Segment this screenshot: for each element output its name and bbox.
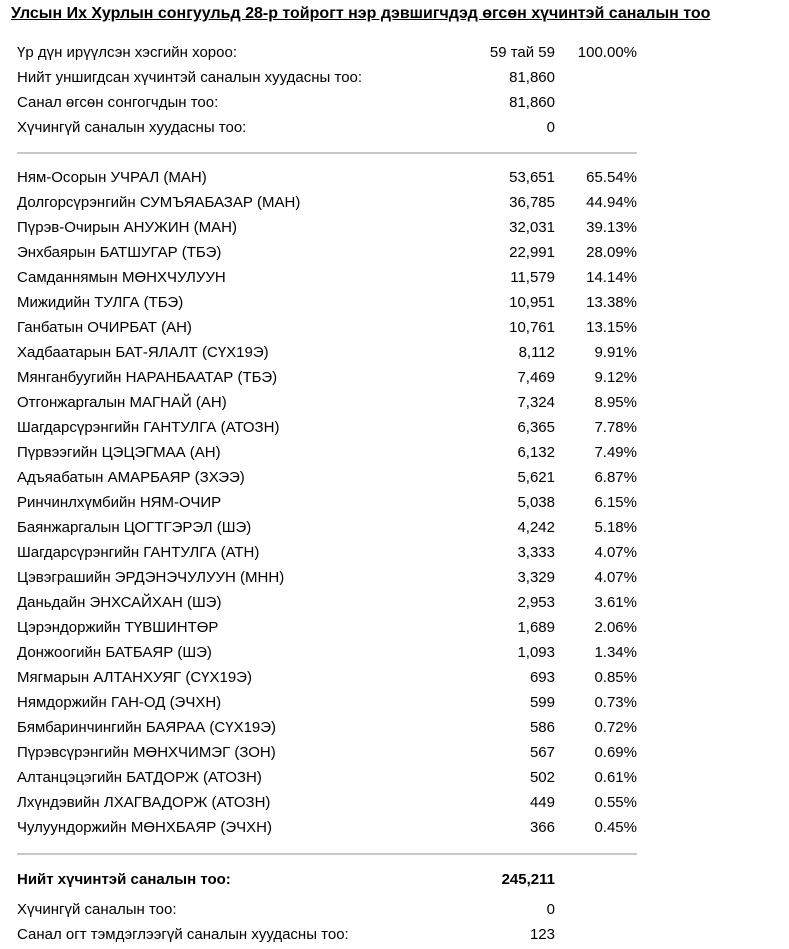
- candidate-row-percent: 0.61%: [594, 769, 637, 786]
- candidate-row-label: Бямбаринчингийн БАЯРАА (СҮХ19Э): [17, 719, 277, 736]
- candidate-row-label: Шагдарсүрэнгийн ГАНТУЛГА (АТОЗН): [17, 419, 280, 436]
- candidate-row-label: Хадбаатарын БАТ-ЯЛАЛТ (СҮХ19Э): [17, 344, 269, 361]
- candidate-row: [17, 365, 647, 390]
- candidate-row-label: Ганбатын ОЧИРБАТ (АН): [17, 319, 192, 336]
- candidate-row: [17, 515, 647, 540]
- candidate-row: [17, 665, 647, 690]
- candidate-row-value: 6,132: [517, 444, 555, 461]
- candidate-row: [17, 565, 647, 590]
- candidate-row-value: 4,242: [517, 519, 555, 536]
- candidate-row-value: 10,951: [509, 294, 555, 311]
- candidate-row: [17, 690, 647, 715]
- summary-row-percent: 100.00%: [577, 44, 637, 61]
- candidate-row-label: Мягмарын АЛТАНХУЯГ (СҮХ19Э): [17, 669, 252, 686]
- candidate-row-label: Цэвэграшийн ЭРДЭНЭЧУЛУУН (МНН): [17, 569, 285, 586]
- candidate-row-percent: 13.38%: [586, 294, 637, 311]
- candidate-row-percent: 7.78%: [594, 419, 637, 436]
- page-title: Улсын Их Хурлын сонгуульд 28-р тойрогт нэр дэвшигчдэд өгсөн хүчинтэй саналын тоо: [11, 5, 711, 22]
- candidate-row: [17, 190, 647, 215]
- candidate-row-label: Баянжаргалын ЦОГТГЭРЭЛ (ШЭ): [17, 519, 252, 536]
- candidate-row-label: Ринчинлхүмбийн НЯМ-ОЧИР: [17, 494, 222, 511]
- summary-row: [17, 115, 647, 140]
- total-row-label: Хүчингүй саналын тоо:: [17, 901, 177, 918]
- candidate-row: [17, 290, 647, 315]
- candidate-row: [17, 765, 647, 790]
- total-row: [17, 922, 647, 947]
- candidate-row-value: 567: [529, 744, 555, 761]
- candidate-row-label: Алтанцэцэгийн БАТДОРЖ (АТОЗН): [17, 769, 262, 786]
- candidate-row-percent: 8.95%: [594, 394, 637, 411]
- candidate-row-value: 53,651: [509, 169, 555, 186]
- candidate-row: [17, 465, 647, 490]
- candidate-row-percent: 28.09%: [586, 244, 637, 261]
- summary-row-value: 81,860: [509, 69, 555, 86]
- summary-row: [17, 40, 647, 65]
- candidate-row: [17, 790, 647, 815]
- candidate-row: [17, 715, 647, 740]
- candidate-row-value: 10,761: [509, 319, 555, 336]
- candidate-row-percent: 4.07%: [594, 569, 637, 586]
- candidate-row-label: Пүрэв-Очирын АНУЖИН (МАН): [17, 219, 237, 236]
- candidate-row-value: 8,112: [518, 344, 555, 361]
- candidate-row-percent: 0.55%: [594, 794, 637, 811]
- summary-row: [17, 65, 647, 90]
- total-row: [17, 867, 647, 892]
- candidate-row: [17, 340, 647, 365]
- candidate-row: [17, 315, 647, 340]
- candidate-row: [17, 490, 647, 515]
- candidate-row-label: Отгонжаргалын МАГНАЙ (АН): [17, 394, 227, 411]
- candidate-row-percent: 9.91%: [594, 344, 637, 361]
- candidate-row-percent: 0.69%: [594, 744, 637, 761]
- candidate-row-value: 599: [529, 694, 555, 711]
- candidate-row-value: 693: [529, 669, 555, 686]
- candidate-row-label: Ням-Осорын УЧРАЛ (МАН): [17, 169, 207, 186]
- candidate-row-label: Цэрэндоржийн ТҮВШИНТӨР: [17, 619, 219, 636]
- summary-row-value: 81,860: [509, 94, 555, 111]
- candidate-row-percent: 1.34%: [594, 644, 637, 661]
- candidate-row-percent: 5.18%: [594, 519, 637, 536]
- divider: [17, 853, 637, 855]
- total-row: [17, 897, 647, 922]
- candidate-row: [17, 240, 647, 265]
- candidate-row-percent: 13.15%: [586, 319, 637, 336]
- candidate-row-value: 502: [529, 769, 555, 786]
- candidate-row-value: 36,785: [509, 194, 555, 211]
- summary-row: [17, 90, 647, 115]
- candidate-row-value: 586: [529, 719, 555, 736]
- candidate-row-label: Даньдайн ЭНХСАЙХАН (ШЭ): [17, 594, 222, 611]
- candidate-row-value: 11,579: [510, 269, 555, 286]
- candidate-row-label: Чулуундоржийн МӨНХБАЯР (ЭЧХН): [17, 819, 273, 836]
- candidate-row-label: Шагдарсүрэнгийн ГАНТУЛГА (АТН): [17, 544, 260, 561]
- candidate-row-percent: 14.14%: [586, 269, 637, 286]
- summary-row-label: Санал өгсөн сонгогчдын тоо:: [17, 94, 219, 111]
- total-row-label: Санал огт тэмдэглээгүй саналын хуудасны тоо:: [17, 926, 349, 943]
- candidate-row: [17, 440, 647, 465]
- candidate-row-value: 32,031: [509, 219, 555, 236]
- summary-row-label: Хүчингүй саналын хуудасны тоо:: [17, 119, 247, 136]
- candidate-row-percent: 39.13%: [586, 219, 637, 236]
- candidate-row: [17, 390, 647, 415]
- candidate-row-percent: 7.49%: [594, 444, 637, 461]
- candidate-row-label: Донжоогийн БАТБАЯР (ШЭ): [17, 644, 212, 661]
- summary-row-label: Үр дүн ирүүлсэн хэсгийн хороо:: [17, 44, 238, 61]
- candidate-row-label: Долгорсүрэнгийн СУМЪЯАБАЗАР (МАН): [17, 194, 301, 211]
- candidate-row: [17, 615, 647, 640]
- candidate-row-percent: 44.94%: [586, 194, 637, 211]
- candidate-row-value: 1,689: [517, 619, 555, 636]
- candidate-row-percent: 0.45%: [594, 819, 637, 836]
- candidate-row-label: Энхбаярын БАТШУГАР (ТБЭ): [17, 244, 222, 261]
- candidate-row-label: Пүрэвсүрэнгийн МӨНХЧИМЭГ (ЗОН): [17, 744, 276, 761]
- candidate-row: [17, 215, 647, 240]
- candidate-row-label: Нямдоржийн ГАН-ОД (ЭЧХН): [17, 694, 222, 711]
- candidate-row-value: 2,953: [517, 594, 555, 611]
- total-row-value: 0: [546, 901, 555, 918]
- candidate-row-percent: 65.54%: [586, 169, 637, 186]
- candidate-row-value: 449: [529, 794, 555, 811]
- candidate-row-percent: 4.07%: [594, 544, 637, 561]
- summary-row-value: 59 тай 59: [489, 44, 555, 61]
- candidate-row-label: Мянганбуугийн НАРАНБААТАР (ТБЭ): [17, 369, 278, 386]
- candidate-row-value: 6,365: [517, 419, 555, 436]
- candidate-row-label: Адъяабатын АМАРБАЯР (ЗХЭЭ): [17, 469, 245, 486]
- total-row-value: 123: [529, 926, 555, 943]
- candidate-row-label: Мижидийн ТУЛГА (ТБЭ): [17, 294, 184, 311]
- candidate-row-label: Пүрвээгийн ЦЭЦЭГМАА (АН): [17, 444, 221, 461]
- candidate-row-value: 7,324: [517, 394, 555, 411]
- candidate-row-value: 5,621: [517, 469, 555, 486]
- candidate-row-label: Самданнямын МӨНХЧУЛУУН: [17, 269, 226, 286]
- divider: [17, 152, 637, 154]
- candidate-row-percent: 2.06%: [594, 619, 637, 636]
- candidate-row-value: 3,333: [517, 544, 555, 561]
- candidate-row-value: 22,991: [509, 244, 555, 261]
- candidate-row: [17, 815, 647, 840]
- candidate-row: [17, 640, 647, 665]
- candidate-row-percent: 9.12%: [594, 369, 637, 386]
- candidate-row: [17, 540, 647, 565]
- candidate-row-percent: 0.72%: [594, 719, 637, 736]
- candidate-row-percent: 6.15%: [594, 494, 637, 511]
- candidate-row-percent: 0.85%: [594, 669, 637, 686]
- candidate-row-value: 5,038: [517, 494, 555, 511]
- candidate-row-value: 1,093: [517, 644, 555, 661]
- candidate-row-label: Лхүндэвийн ЛХАГВАДОРЖ (АТОЗН): [17, 794, 271, 811]
- candidate-row: [17, 265, 647, 290]
- total-row-label: Нийт хүчинтэй саналын тоо:: [17, 871, 231, 888]
- total-row-value: 245,211: [501, 871, 555, 888]
- candidate-row-value: 3,329: [517, 569, 555, 586]
- candidate-row-percent: 6.87%: [594, 469, 637, 486]
- candidate-row-value: 366: [529, 819, 555, 836]
- candidate-row-percent: 0.73%: [594, 694, 637, 711]
- summary-row-label: Нийт уншигдсан хүчинтэй саналын хуудасны тоо:: [17, 69, 363, 86]
- candidate-row-value: 7,469: [517, 369, 555, 386]
- candidate-row: [17, 415, 647, 440]
- candidate-row: [17, 740, 647, 765]
- candidate-row-percent: 3.61%: [594, 594, 637, 611]
- candidate-row: [17, 165, 647, 190]
- candidate-row: [17, 590, 647, 615]
- summary-row-value: 0: [546, 119, 555, 136]
